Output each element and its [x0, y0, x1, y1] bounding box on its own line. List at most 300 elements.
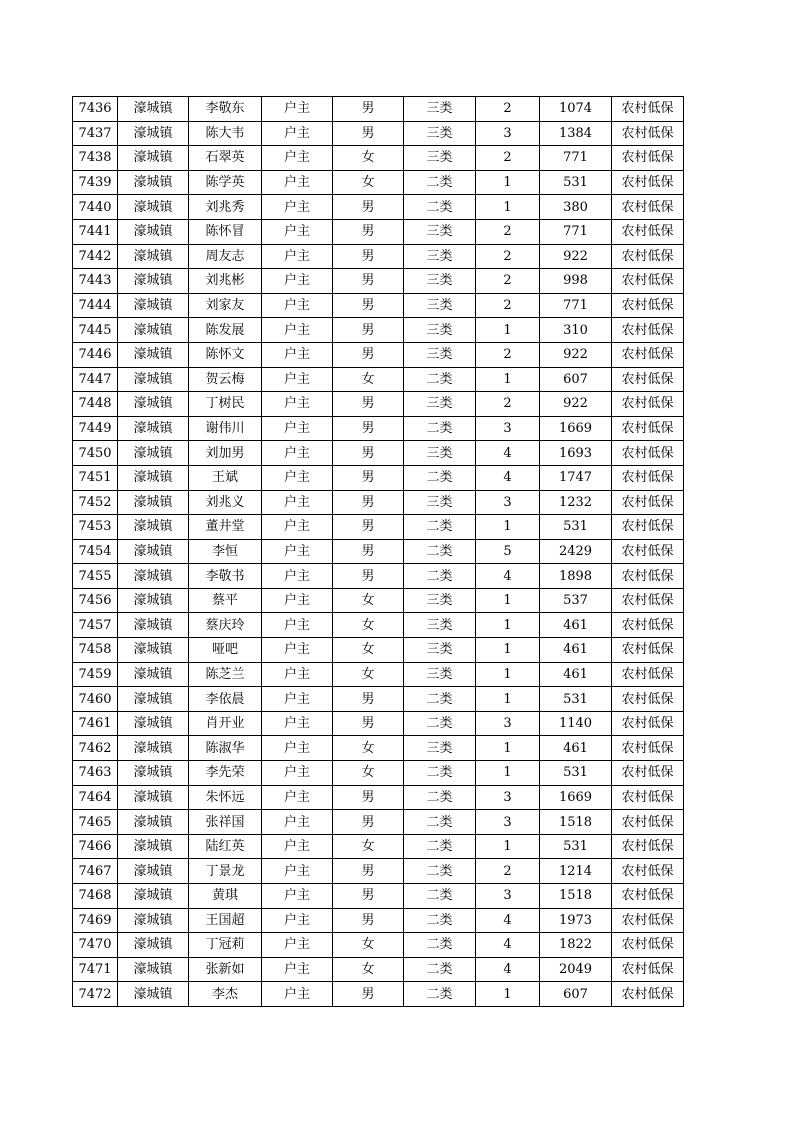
cell-assistance-type: 农村低保 — [612, 244, 684, 269]
cell-category: 三类 — [404, 613, 476, 638]
cell-name: 陈怀文 — [189, 342, 262, 367]
cell-amount: 531 — [540, 761, 612, 786]
cell-assistance-type: 农村低保 — [612, 662, 684, 687]
cell-assistance-type: 农村低保 — [612, 342, 684, 367]
cell-amount: 2429 — [540, 539, 612, 564]
cell-household-count: 2 — [476, 269, 540, 294]
cell-amount: 1693 — [540, 441, 612, 466]
cell-town: 濠城镇 — [118, 785, 189, 810]
table-row — [73, 219, 684, 244]
cell-amount: 1518 — [540, 884, 612, 909]
cell-household-role: 户主 — [262, 957, 333, 982]
cell-record-number: 7466 — [73, 834, 118, 859]
table-row — [73, 957, 684, 982]
cell-assistance-type: 农村低保 — [612, 539, 684, 564]
cell-name: 刘兆义 — [189, 490, 262, 515]
cell-town: 濠城镇 — [118, 318, 189, 343]
cell-household-count: 1 — [476, 736, 540, 761]
cell-amount: 607 — [540, 982, 612, 1007]
cell-category: 三类 — [404, 490, 476, 515]
cell-record-number: 7470 — [73, 933, 118, 958]
table-row — [73, 392, 684, 417]
cell-amount: 1822 — [540, 933, 612, 958]
cell-record-number: 7471 — [73, 957, 118, 982]
cell-gender: 男 — [333, 539, 404, 564]
cell-record-number: 7456 — [73, 588, 118, 613]
cell-name: 李先荣 — [189, 761, 262, 786]
cell-assistance-type: 农村低保 — [612, 908, 684, 933]
table-row — [73, 613, 684, 638]
cell-category: 二类 — [404, 515, 476, 540]
cell-town: 濠城镇 — [118, 342, 189, 367]
cell-amount: 1747 — [540, 465, 612, 490]
cell-household-role: 户主 — [262, 564, 333, 589]
cell-town: 濠城镇 — [118, 588, 189, 613]
cell-gender: 男 — [333, 711, 404, 736]
table-row — [73, 638, 684, 663]
table-row — [73, 810, 684, 835]
cell-record-number: 7455 — [73, 564, 118, 589]
table-row — [73, 441, 684, 466]
cell-category: 三类 — [404, 269, 476, 294]
cell-town: 濠城镇 — [118, 416, 189, 441]
table-row — [73, 884, 684, 909]
cell-assistance-type: 农村低保 — [612, 884, 684, 909]
cell-household-count: 3 — [476, 416, 540, 441]
table-body — [73, 97, 684, 1007]
cell-category: 二类 — [404, 884, 476, 909]
table-row — [73, 785, 684, 810]
cell-name: 王斌 — [189, 465, 262, 490]
cell-record-number: 7444 — [73, 293, 118, 318]
cell-amount: 461 — [540, 662, 612, 687]
cell-category: 三类 — [404, 97, 476, 122]
cell-assistance-type: 农村低保 — [612, 515, 684, 540]
cell-household-count: 2 — [476, 219, 540, 244]
cell-name: 李敬东 — [189, 97, 262, 122]
cell-town: 濠城镇 — [118, 687, 189, 712]
cell-household-count: 3 — [476, 121, 540, 146]
table-row — [73, 342, 684, 367]
cell-name: 朱怀远 — [189, 785, 262, 810]
cell-category: 二类 — [404, 908, 476, 933]
cell-household-role: 户主 — [262, 121, 333, 146]
cell-household-role: 户主 — [262, 515, 333, 540]
cell-gender: 女 — [333, 613, 404, 638]
cell-record-number: 7459 — [73, 662, 118, 687]
cell-town: 濠城镇 — [118, 465, 189, 490]
table-row — [73, 367, 684, 392]
cell-assistance-type: 农村低保 — [612, 785, 684, 810]
cell-town: 濠城镇 — [118, 761, 189, 786]
cell-name: 李依晨 — [189, 687, 262, 712]
cell-household-role: 户主 — [262, 367, 333, 392]
cell-name: 陈怀冒 — [189, 219, 262, 244]
cell-amount: 310 — [540, 318, 612, 343]
cell-category: 二类 — [404, 195, 476, 220]
cell-amount: 1384 — [540, 121, 612, 146]
cell-town: 濠城镇 — [118, 269, 189, 294]
cell-household-count: 1 — [476, 834, 540, 859]
cell-amount: 998 — [540, 269, 612, 294]
cell-household-role: 户主 — [262, 662, 333, 687]
cell-assistance-type: 农村低保 — [612, 736, 684, 761]
table-row — [73, 711, 684, 736]
cell-record-number: 7457 — [73, 613, 118, 638]
cell-household-role: 户主 — [262, 908, 333, 933]
cell-category: 二类 — [404, 416, 476, 441]
cell-name: 丁冠莉 — [189, 933, 262, 958]
cell-name: 石翠英 — [189, 146, 262, 171]
table-row — [73, 687, 684, 712]
cell-record-number: 7465 — [73, 810, 118, 835]
cell-household-count: 1 — [476, 318, 540, 343]
cell-gender: 男 — [333, 564, 404, 589]
cell-record-number: 7453 — [73, 515, 118, 540]
cell-town: 濠城镇 — [118, 933, 189, 958]
cell-town: 濠城镇 — [118, 219, 189, 244]
cell-household-count: 3 — [476, 884, 540, 909]
cell-category: 三类 — [404, 293, 476, 318]
table-row — [73, 465, 684, 490]
cell-amount: 1214 — [540, 859, 612, 884]
cell-gender: 男 — [333, 121, 404, 146]
table-row — [73, 416, 684, 441]
cell-amount: 922 — [540, 342, 612, 367]
cell-record-number: 7439 — [73, 170, 118, 195]
cell-household-count: 3 — [476, 785, 540, 810]
cell-category: 二类 — [404, 859, 476, 884]
cell-assistance-type: 农村低保 — [612, 195, 684, 220]
cell-assistance-type: 农村低保 — [612, 318, 684, 343]
cell-gender: 女 — [333, 638, 404, 663]
table-row — [73, 170, 684, 195]
cell-household-count: 4 — [476, 465, 540, 490]
cell-name: 刘兆秀 — [189, 195, 262, 220]
cell-amount: 531 — [540, 687, 612, 712]
cell-name: 王国超 — [189, 908, 262, 933]
cell-assistance-type: 农村低保 — [612, 810, 684, 835]
cell-town: 濠城镇 — [118, 638, 189, 663]
cell-town: 濠城镇 — [118, 859, 189, 884]
table-row — [73, 859, 684, 884]
cell-household-count: 2 — [476, 392, 540, 417]
cell-gender: 男 — [333, 785, 404, 810]
cell-record-number: 7448 — [73, 392, 118, 417]
cell-category: 三类 — [404, 662, 476, 687]
cell-record-number: 7460 — [73, 687, 118, 712]
table-row — [73, 736, 684, 761]
cell-amount: 771 — [540, 293, 612, 318]
table-row — [73, 490, 684, 515]
cell-household-role: 户主 — [262, 859, 333, 884]
cell-gender: 男 — [333, 97, 404, 122]
cell-amount: 1518 — [540, 810, 612, 835]
cell-category: 二类 — [404, 810, 476, 835]
cell-town: 濠城镇 — [118, 392, 189, 417]
cell-gender: 男 — [333, 515, 404, 540]
cell-household-count: 4 — [476, 441, 540, 466]
cell-town: 濠城镇 — [118, 662, 189, 687]
cell-gender: 男 — [333, 219, 404, 244]
cell-category: 三类 — [404, 121, 476, 146]
cell-amount: 380 — [540, 195, 612, 220]
cell-amount: 922 — [540, 392, 612, 417]
cell-name: 蔡平 — [189, 588, 262, 613]
cell-gender: 男 — [333, 441, 404, 466]
cell-record-number: 7445 — [73, 318, 118, 343]
cell-record-number: 7462 — [73, 736, 118, 761]
cell-gender: 男 — [333, 416, 404, 441]
cell-household-role: 户主 — [262, 392, 333, 417]
cell-town: 濠城镇 — [118, 441, 189, 466]
cell-gender: 女 — [333, 933, 404, 958]
cell-town: 濠城镇 — [118, 170, 189, 195]
cell-gender: 女 — [333, 957, 404, 982]
cell-town: 濠城镇 — [118, 515, 189, 540]
cell-household-count: 3 — [476, 490, 540, 515]
cell-amount: 537 — [540, 588, 612, 613]
cell-gender: 男 — [333, 859, 404, 884]
cell-household-role: 户主 — [262, 318, 333, 343]
cell-name: 刘家友 — [189, 293, 262, 318]
cell-assistance-type: 农村低保 — [612, 588, 684, 613]
cell-household-role: 户主 — [262, 638, 333, 663]
cell-category: 二类 — [404, 933, 476, 958]
cell-town: 濠城镇 — [118, 834, 189, 859]
cell-record-number: 7468 — [73, 884, 118, 909]
cell-amount: 1669 — [540, 785, 612, 810]
cell-amount: 461 — [540, 638, 612, 663]
cell-category: 二类 — [404, 982, 476, 1007]
table-row — [73, 588, 684, 613]
cell-assistance-type: 农村低保 — [612, 121, 684, 146]
cell-amount: 2049 — [540, 957, 612, 982]
cell-assistance-type: 农村低保 — [612, 441, 684, 466]
cell-household-role: 户主 — [262, 711, 333, 736]
cell-record-number: 7450 — [73, 441, 118, 466]
cell-gender: 女 — [333, 834, 404, 859]
cell-household-count: 2 — [476, 342, 540, 367]
cell-assistance-type: 农村低保 — [612, 465, 684, 490]
cell-gender: 男 — [333, 982, 404, 1007]
cell-record-number: 7441 — [73, 219, 118, 244]
cell-household-count: 1 — [476, 687, 540, 712]
cell-household-role: 户主 — [262, 834, 333, 859]
cell-gender: 女 — [333, 367, 404, 392]
cell-name: 周友志 — [189, 244, 262, 269]
table-row — [73, 834, 684, 859]
cell-name: 丁树民 — [189, 392, 262, 417]
cell-household-role: 户主 — [262, 761, 333, 786]
cell-amount: 1140 — [540, 711, 612, 736]
cell-amount: 461 — [540, 613, 612, 638]
cell-assistance-type: 农村低保 — [612, 416, 684, 441]
cell-town: 濠城镇 — [118, 884, 189, 909]
table-row — [73, 933, 684, 958]
cell-gender: 男 — [333, 342, 404, 367]
cell-amount: 1074 — [540, 97, 612, 122]
cell-town: 濠城镇 — [118, 539, 189, 564]
cell-household-role: 户主 — [262, 810, 333, 835]
cell-town: 濠城镇 — [118, 244, 189, 269]
cell-assistance-type: 农村低保 — [612, 687, 684, 712]
cell-assistance-type: 农村低保 — [612, 982, 684, 1007]
cell-category: 三类 — [404, 638, 476, 663]
cell-category: 二类 — [404, 539, 476, 564]
cell-record-number: 7469 — [73, 908, 118, 933]
cell-category: 三类 — [404, 318, 476, 343]
table-row — [73, 982, 684, 1007]
cell-record-number: 7472 — [73, 982, 118, 1007]
cell-category: 三类 — [404, 146, 476, 171]
cell-town: 濠城镇 — [118, 736, 189, 761]
cell-household-count: 2 — [476, 244, 540, 269]
cell-category: 二类 — [404, 761, 476, 786]
cell-assistance-type: 农村低保 — [612, 957, 684, 982]
cell-gender: 男 — [333, 908, 404, 933]
table-row — [73, 318, 684, 343]
cell-household-count: 1 — [476, 515, 540, 540]
cell-assistance-type: 农村低保 — [612, 638, 684, 663]
cell-name: 董井堂 — [189, 515, 262, 540]
cell-name: 李敬书 — [189, 564, 262, 589]
cell-gender: 女 — [333, 588, 404, 613]
cell-assistance-type: 农村低保 — [612, 613, 684, 638]
cell-household-role: 户主 — [262, 146, 333, 171]
table-row — [73, 121, 684, 146]
cell-amount: 607 — [540, 367, 612, 392]
cell-category: 三类 — [404, 342, 476, 367]
cell-amount: 1973 — [540, 908, 612, 933]
cell-gender: 男 — [333, 884, 404, 909]
table-row — [73, 146, 684, 171]
cell-name: 陈发展 — [189, 318, 262, 343]
cell-town: 濠城镇 — [118, 908, 189, 933]
cell-record-number: 7438 — [73, 146, 118, 171]
cell-name: 陈芝兰 — [189, 662, 262, 687]
cell-town: 濠城镇 — [118, 97, 189, 122]
cell-assistance-type: 农村低保 — [612, 933, 684, 958]
cell-household-count: 1 — [476, 638, 540, 663]
cell-household-role: 户主 — [262, 441, 333, 466]
table-row — [73, 97, 684, 122]
cell-name: 陆红英 — [189, 834, 262, 859]
cell-name: 陈淑华 — [189, 736, 262, 761]
cell-household-count: 1 — [476, 982, 540, 1007]
cell-town: 濠城镇 — [118, 711, 189, 736]
cell-amount: 922 — [540, 244, 612, 269]
cell-amount: 461 — [540, 736, 612, 761]
cell-record-number: 7442 — [73, 244, 118, 269]
cell-category: 三类 — [404, 736, 476, 761]
cell-assistance-type: 农村低保 — [612, 761, 684, 786]
cell-record-number: 7437 — [73, 121, 118, 146]
cell-record-number: 7436 — [73, 97, 118, 122]
cell-household-count: 2 — [476, 859, 540, 884]
cell-household-role: 户主 — [262, 884, 333, 909]
subsistence-allowance-table — [72, 96, 684, 1007]
cell-household-count: 2 — [476, 97, 540, 122]
cell-household-role: 户主 — [262, 342, 333, 367]
cell-town: 濠城镇 — [118, 367, 189, 392]
cell-amount: 771 — [540, 146, 612, 171]
cell-household-role: 户主 — [262, 539, 333, 564]
cell-record-number: 7451 — [73, 465, 118, 490]
cell-assistance-type: 农村低保 — [612, 392, 684, 417]
cell-name: 张祥国 — [189, 810, 262, 835]
cell-record-number: 7447 — [73, 367, 118, 392]
cell-household-role: 户主 — [262, 293, 333, 318]
cell-name: 刘加男 — [189, 441, 262, 466]
cell-household-count: 5 — [476, 539, 540, 564]
cell-name: 陈学英 — [189, 170, 262, 195]
cell-record-number: 7454 — [73, 539, 118, 564]
cell-household-count: 1 — [476, 588, 540, 613]
cell-record-number: 7467 — [73, 859, 118, 884]
cell-household-count: 1 — [476, 367, 540, 392]
cell-household-count: 2 — [476, 293, 540, 318]
cell-gender: 男 — [333, 687, 404, 712]
cell-town: 濠城镇 — [118, 146, 189, 171]
cell-record-number: 7449 — [73, 416, 118, 441]
cell-category: 二类 — [404, 834, 476, 859]
cell-household-count: 2 — [476, 146, 540, 171]
cell-assistance-type: 农村低保 — [612, 170, 684, 195]
cell-household-role: 户主 — [262, 269, 333, 294]
cell-assistance-type: 农村低保 — [612, 564, 684, 589]
cell-record-number: 7446 — [73, 342, 118, 367]
cell-name: 哑吧 — [189, 638, 262, 663]
cell-category: 二类 — [404, 367, 476, 392]
cell-record-number: 7458 — [73, 638, 118, 663]
cell-household-role: 户主 — [262, 785, 333, 810]
cell-household-role: 户主 — [262, 195, 333, 220]
cell-assistance-type: 农村低保 — [612, 367, 684, 392]
cell-town: 濠城镇 — [118, 982, 189, 1007]
table-row — [73, 539, 684, 564]
cell-household-count: 3 — [476, 810, 540, 835]
cell-category: 三类 — [404, 392, 476, 417]
cell-assistance-type: 农村低保 — [612, 711, 684, 736]
cell-assistance-type: 农村低保 — [612, 834, 684, 859]
cell-name: 丁景龙 — [189, 859, 262, 884]
cell-household-role: 户主 — [262, 219, 333, 244]
cell-household-role: 户主 — [262, 982, 333, 1007]
cell-household-role: 户主 — [262, 588, 333, 613]
cell-gender: 男 — [333, 293, 404, 318]
cell-household-role: 户主 — [262, 736, 333, 761]
cell-category: 三类 — [404, 441, 476, 466]
cell-amount: 531 — [540, 834, 612, 859]
table-row — [73, 269, 684, 294]
table-row — [73, 761, 684, 786]
cell-category: 二类 — [404, 564, 476, 589]
cell-category: 三类 — [404, 219, 476, 244]
cell-gender: 女 — [333, 662, 404, 687]
cell-household-count: 1 — [476, 761, 540, 786]
cell-category: 二类 — [404, 170, 476, 195]
cell-gender: 女 — [333, 170, 404, 195]
cell-gender: 男 — [333, 490, 404, 515]
cell-category: 三类 — [404, 244, 476, 269]
cell-name: 陈大韦 — [189, 121, 262, 146]
cell-household-count: 1 — [476, 195, 540, 220]
cell-record-number: 7464 — [73, 785, 118, 810]
cell-household-role: 户主 — [262, 244, 333, 269]
cell-town: 濠城镇 — [118, 490, 189, 515]
cell-category: 二类 — [404, 465, 476, 490]
